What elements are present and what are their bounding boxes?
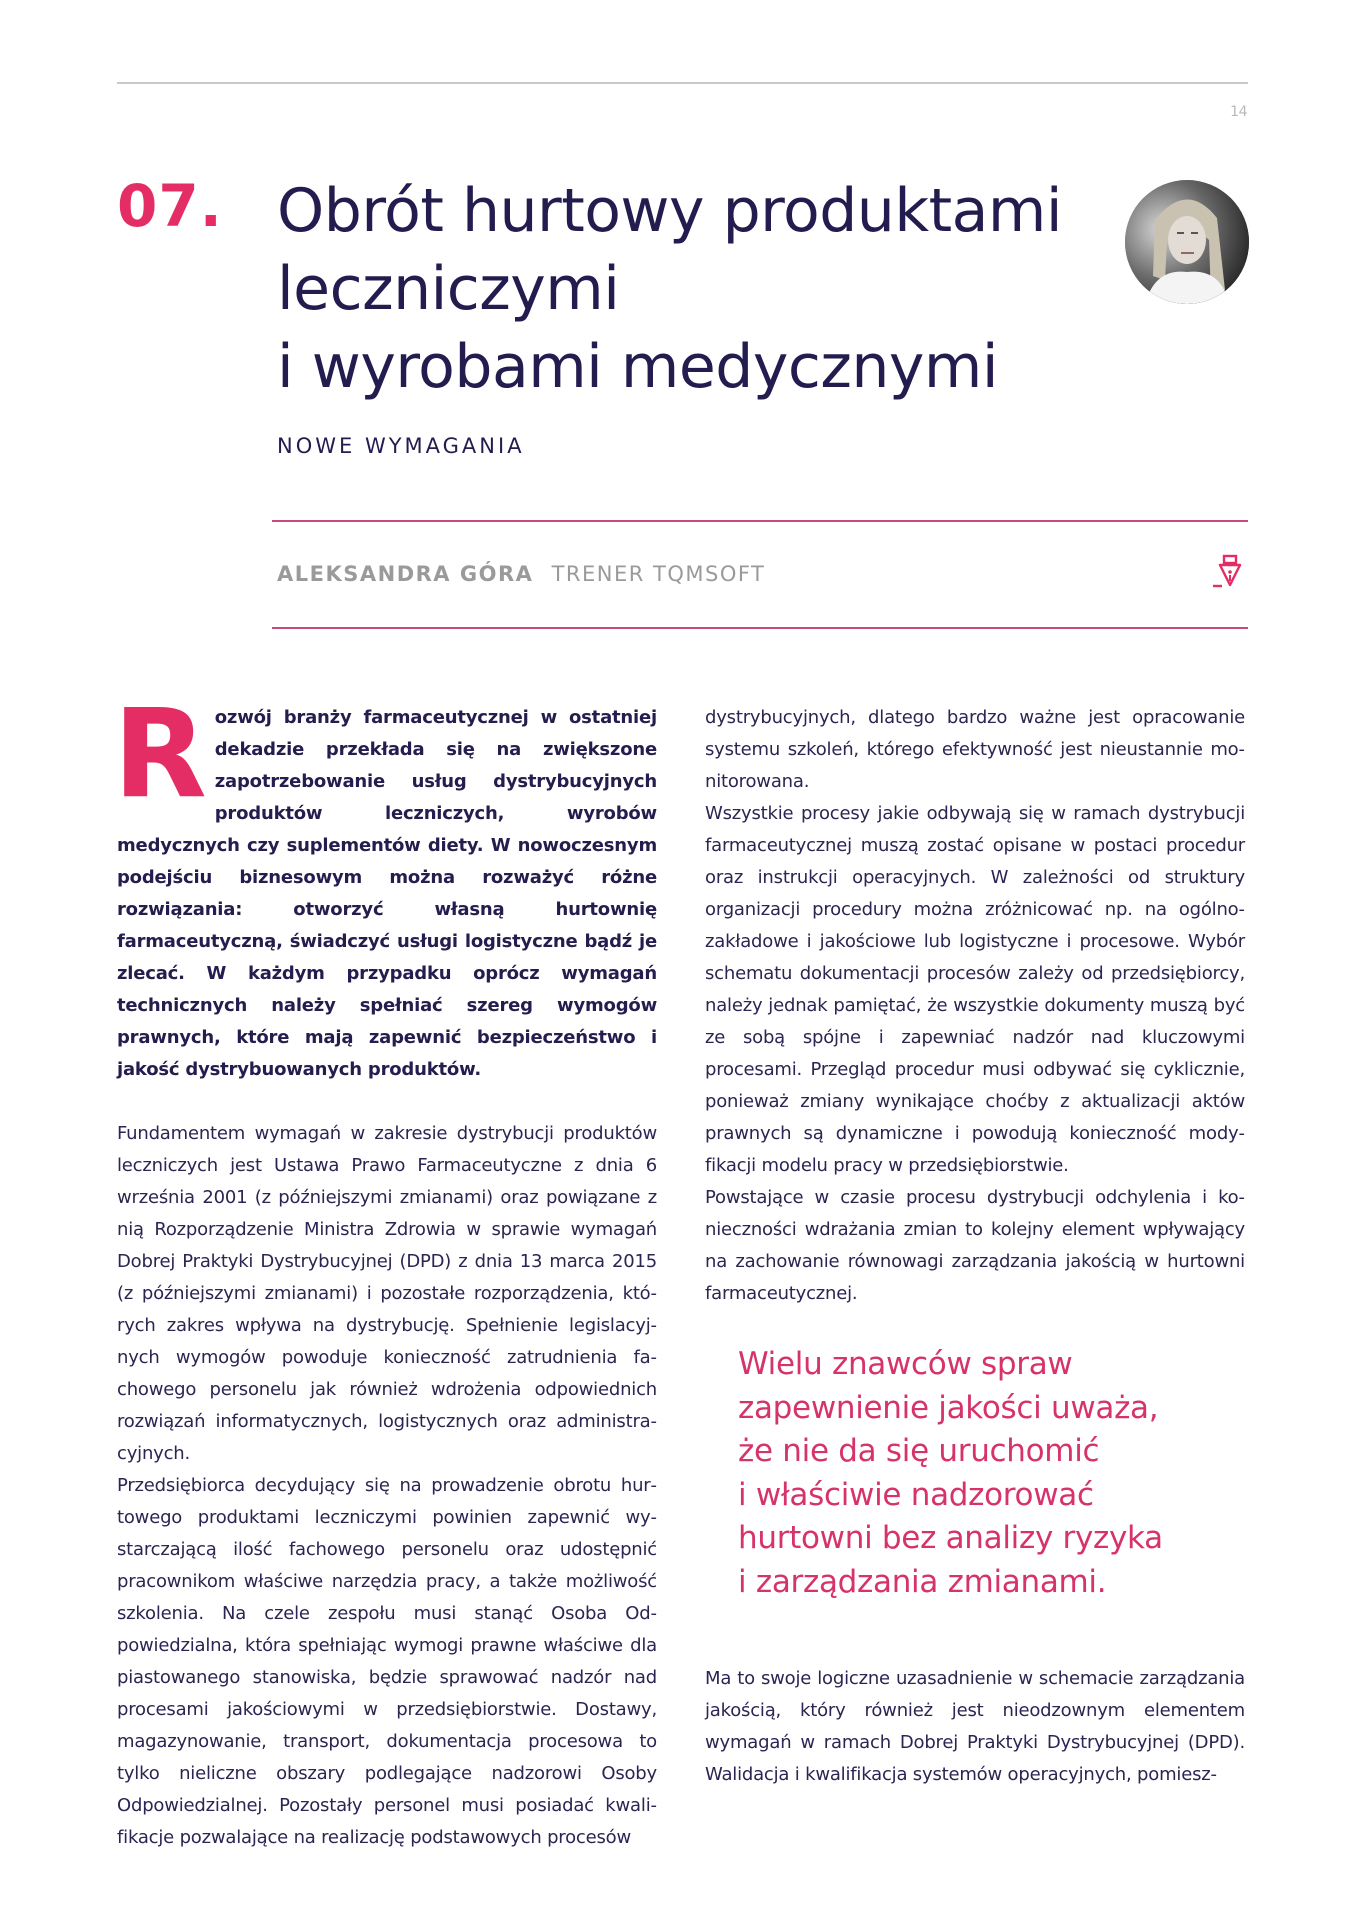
quote-line: że nie da się uruchomić — [738, 1433, 1100, 1469]
article-column-right — [705, 702, 1245, 1310]
quote-line: i właściwie nadzorować — [738, 1476, 1094, 1513]
author-byline — [277, 562, 765, 586]
title-line: i wyrobami medycznymi — [277, 332, 999, 402]
author-divider-bottom — [272, 627, 1248, 629]
lead-paragraph — [113, 683, 657, 1086]
author-photo — [1125, 180, 1249, 304]
body-paragraph: Powstające w czasie procesu dystrybucji odchylenia i konieczności wdrażania zmian to kolejny element wpływający na zachowanie równowagi zarządzania jakością w hurtowni farmaceutycznej. — [705, 1187, 1245, 1304]
page-number: 14 — [1230, 104, 1247, 120]
article-title — [277, 172, 1097, 406]
title-line: leczniczymi — [277, 254, 620, 324]
article-column-right-continued — [705, 1663, 1245, 1791]
title-line: Obrót hurtowy produktami — [277, 176, 1062, 246]
quote-line: Wielu znawców spraw — [738, 1346, 1073, 1382]
article-column-left — [113, 683, 657, 1854]
body-paragraph: Przedsiębiorca decydujący się na prowadzenie obrotu hurtowego produktami leczniczymi powinien zapewnić wystarczającą ilość fachowego personelu oraz udostępnić pracownikom właściwe narzędzia pracy, a także możliwość szkolenia. Na czele zespołu musi stanąć Osoba Odpowiedzialna, która spełniając wymogi prawne właściwe dla piastowanego stanowiska, będzie sprawować nadzór nad procesami jakościowymi w przedsiębiorstwie. Dostawy, magazynowanie, transport, dokumentacja procesowa to tylko nieliczne obszary podlegające nadzorowi Osoby Odpowiedzialnej. Pozostały personel musi posiadać kwalifikacje pozwalające na realizację podstawowych procesów — [117, 1475, 657, 1848]
author-role: TRENER TQMSOFT — [551, 562, 766, 586]
body-paragraph: dystrybucyjnych, dlatego bardzo ważne jest opracowanie systemu szkoleń, którego efektywność jest nieustannie monitorowana. — [705, 707, 1245, 792]
portrait-image — [1125, 180, 1249, 304]
article-subtitle: NOWE WYMAGANIA — [277, 434, 525, 458]
chapter-number: 07. — [117, 172, 223, 240]
lead-text: ozwój branży farmaceutycznej w ostatniej dekadzie przekłada się na zwiększone zapotrzebowanie usług dystrybucyjnych produktów leczniczych, wyrobów medycznych czy suplementów diety. W nowoczesnym podejściu biznesowym można rozważyć różne rozwiązania: otworzyć własną hurtownię farmaceutyczną, świadczyć usługi logistyczne bądź je zlecać. W każdym przypadku oprócz wymagań technicznych należy spełniać szereg wymogów prawnych, które mają zapewnić bezpieczeństwo i jakość dystrybuowanych produktów. — [117, 707, 657, 1080]
body-paragraph: Ma to swoje logiczne uzasadnienie w schemacie zarządzania jakością, który również jest nieodzownym elementem wymagań w ramach Dobrej Praktyki Dystrybucyjnej (DPD). Walidacja i kwalifikacja systemów operacyjnych, pomiesz- — [705, 1668, 1245, 1785]
body-paragraph: Fundamentem wymagań w zakresie dystrybucji produktów leczniczych jest Ustawa Prawo Farmaceutyczne z dnia 6 września 2001 (z późniejszymi zmianami) oraz powiązane z nią Rozporządzenie Ministra Zdrowia w sprawie wymagań Dobrej Praktyki Dystrybucyjnej (DPD) z dnia 13 marca 2015 (z późniejszymi zmianami) i pozostałe rozporządzenia, których zakres wpływa na dystrybucję. Spełnienie legislacyjnych wymogów powoduje konieczność zatrudnienia fachowego personelu jak również wdrożenia odpowiednich rozwiązań informatycznych, logistycznych oraz administracyjnych. — [117, 1123, 657, 1464]
drop-cap: R — [113, 683, 207, 825]
pull-quote — [738, 1343, 1238, 1604]
author-divider-top — [272, 520, 1248, 522]
top-divider — [117, 82, 1248, 84]
quote-line: zapewnienie jakości uważa, — [738, 1389, 1159, 1426]
body-paragraph: Wszystkie procesy jakie odbywają się w ramach dystrybucji farmaceutycznej muszą zostać opisane w postaci procedur oraz instrukcji operacyjnych. W zależności od struktury organizacji procedury można zróżnicować np. na ogólnozakładowe i jakościowe lub logistyczne i procesowe. Wybór schematu dokumentacji procesów zależy od przedsiębiorcy, należy jednak pamiętać, że wszystkie dokumenty muszą być ze sobą spójne i zapewniać nadzór nad kluczowymi procesami. Przegląd procedur musi odbywać się cyklicznie, ponieważ zmiany wynikające choćby z aktualizacji aktów prawnych są dynamiczne i powodują konieczność modyfikacji modelu pracy w przedsiębiorstwie. — [705, 803, 1245, 1176]
pen-nib-icon — [1210, 553, 1246, 589]
quote-line: i zarządzania zmianami. — [738, 1563, 1107, 1600]
author-name: ALEKSANDRA GÓRA — [277, 562, 534, 586]
quote-line: hurtowni bez analizy ryzyka — [738, 1520, 1163, 1556]
